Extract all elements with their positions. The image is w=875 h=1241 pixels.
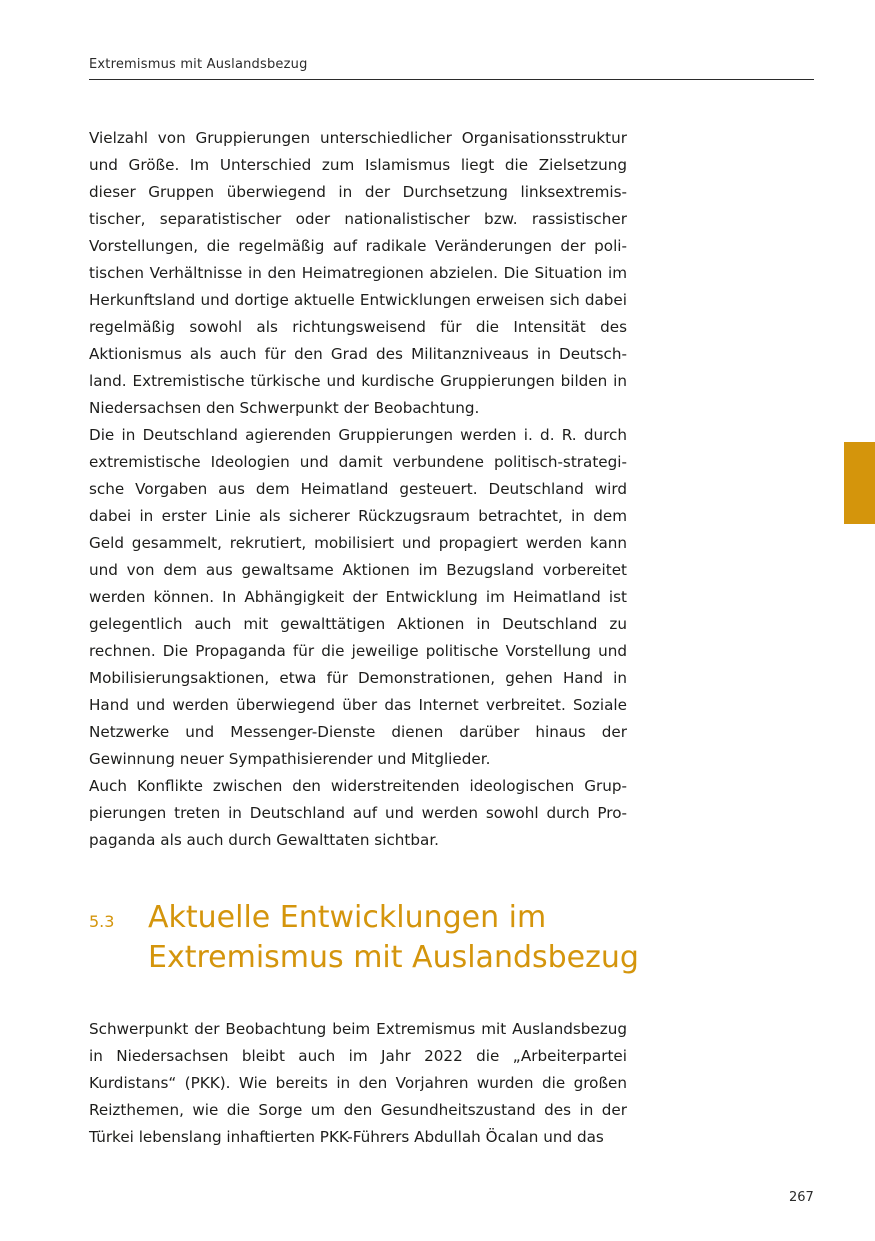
body-paragraph: Die in Deutschland agierenden Gruppierungen werden i. d. R. durch extremistische Ideologien und damit verbundene politisch-strategische Vorgaben aus dem Heimatland gesteuert. Deutschland wird dabei in erster Linie als sicherer Rückzugsraum betrachtet, in dem Geld gesammelt, rekrutiert, mobilisiert und propagiert werden kann und von dem aus gewaltsame Aktionen im Bezugsland vorbereitet werden können. In Abhängigkeit der Entwicklung im Heimatland ist gelegentlich auch mit gewalttätigen Aktionen in Deutschland zu rechnen. Die Propaganda für die jeweilige politische Vorstellung und Mobilisierungsaktionen, etwa für Demonstrationen, gehen Hand in Hand und werden überwiegend über das Internet verbreitet. Soziale Netzwerke und Messenger-Dienste dienen darüber hinaus der Gewinnung neuer Sympathisierender und Mitglieder.: [89, 426, 627, 768]
section-number: 5.3: [89, 912, 115, 931]
chapter-side-tab: [844, 442, 875, 524]
body-text-before-section: [89, 125, 627, 854]
body-paragraph: Auch Konflikte zwischen den widerstreitenden ideologischen Gruppierungen treten in Deutschland auf und werden sowohl durch Propaganda als auch durch Gewalttaten sichtbar.: [89, 777, 627, 849]
page-number: 267: [789, 1190, 814, 1205]
header-divider: [89, 79, 814, 80]
body-paragraph: Schwerpunkt der Beobachtung beim Extremismus mit Auslandsbezug in Niedersachsen bleibt auch im Jahr 2022 die „Arbeiterpartei Kurdistans“ (PKK). Wie bereits in den Vorjahren wurden die großen Reizthemen, wie die Sorge um den Gesundheitszustand des in der Türkei lebenslang inhaftierten PKK-Führers Abdullah Öcalan und das: [89, 1020, 627, 1146]
body-text-after-section: [89, 1016, 627, 1151]
running-header-title: Extremismus mit Auslandsbezug: [89, 57, 308, 72]
section-heading: Aktuelle Entwicklungen im Extremismus mit Auslandsbezug: [148, 900, 639, 975]
body-paragraph: Vielzahl von Gruppierungen unterschiedlicher Organisationsstruktur und Größe. Im Unterschied zum Islamismus liegt die Zielsetzung dieser Gruppen überwiegend in der Durchsetzung linksextremistischer, separatistischer oder nationalistischer bzw. rassistischer Vorstellungen, die regelmäßig auf radikale Veränderungen der politischen Verhältnisse in den Heimatregionen abzielen. Die Situation im Herkunftsland und dortige aktuelle Entwicklungen erweisen sich dabei regelmäßig sowohl als richtungsweisend für die Intensität des Aktionismus als auch für den Grad des Militanzniveaus in Deutschland. Extremistische türkische und kurdische Gruppierungen bilden in Niedersachsen den Schwerpunkt der Beobachtung.: [89, 129, 627, 417]
